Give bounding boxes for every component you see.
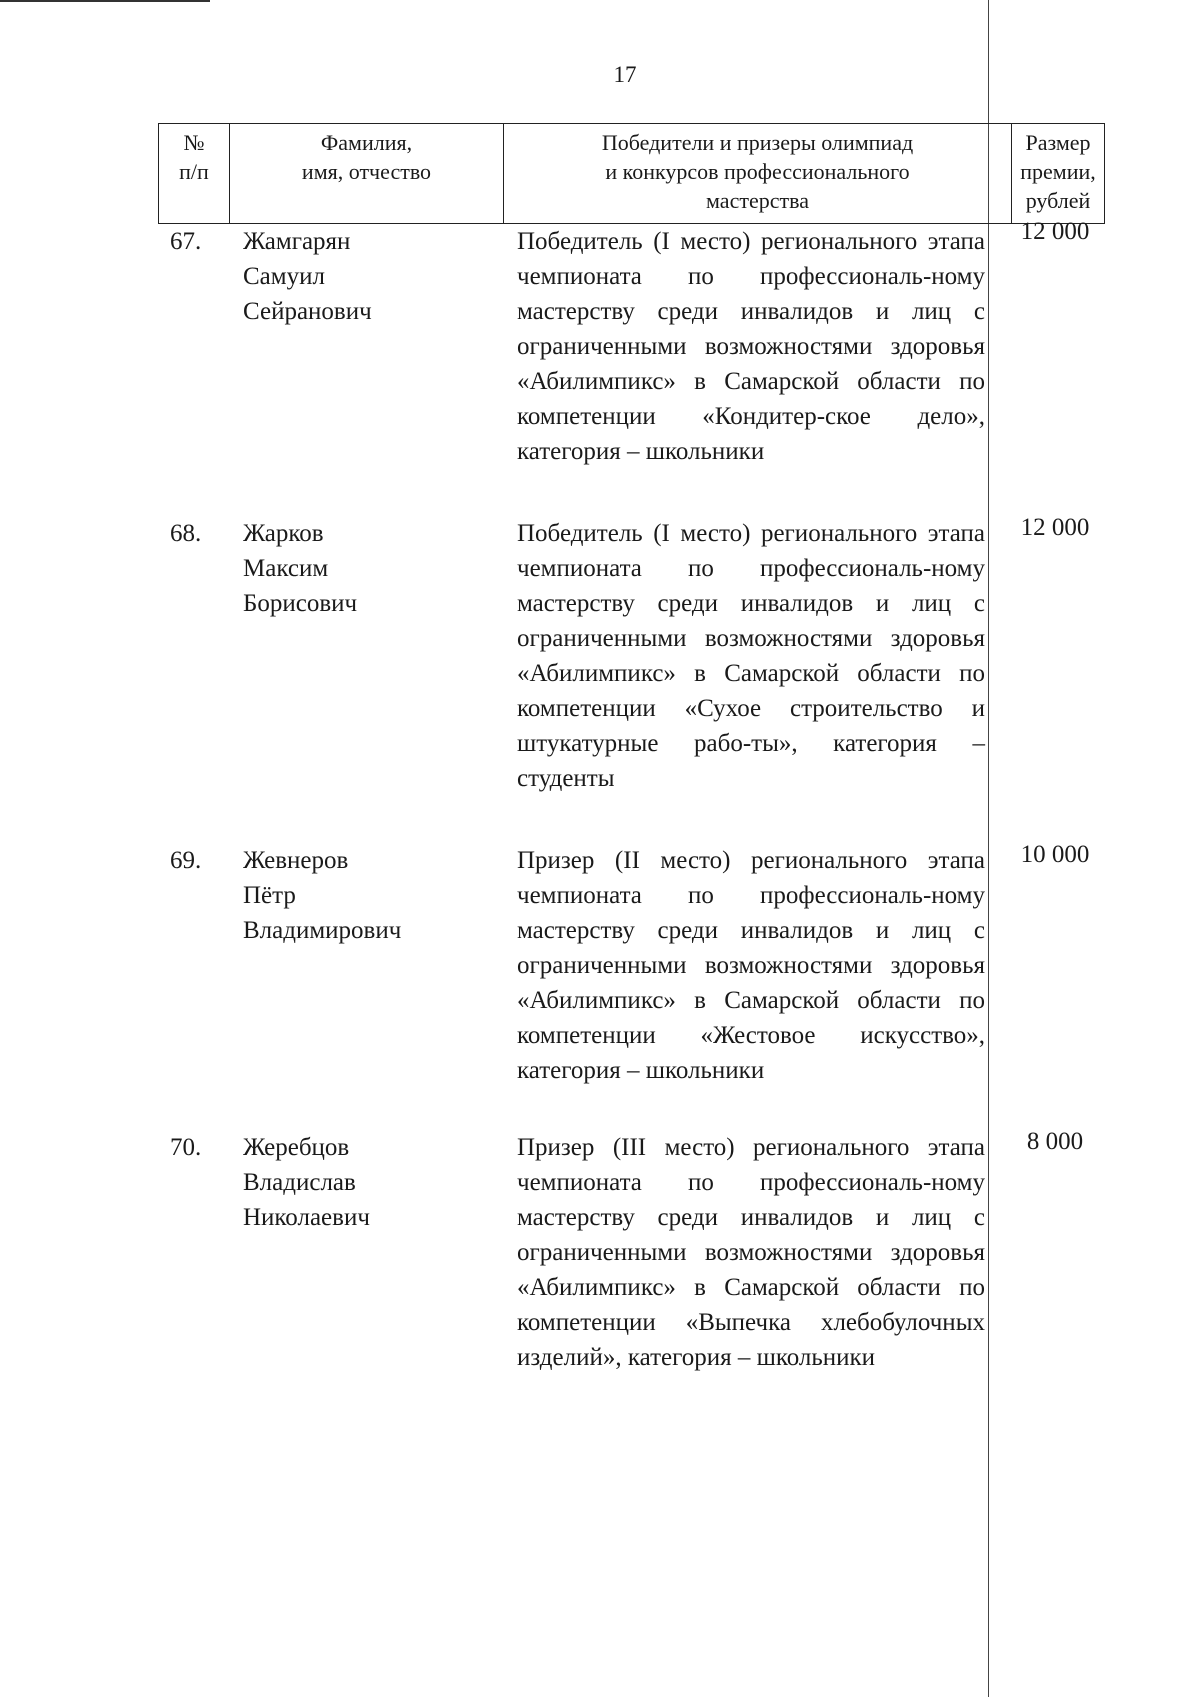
header-achievement-column [504, 124, 1012, 223]
row-number: 68. [170, 520, 202, 547]
first-name: Максим [243, 555, 329, 582]
surname: Жамгарян [243, 228, 351, 255]
row-number: 67. [170, 228, 202, 255]
table-header [158, 123, 1105, 224]
patronymic: Владимирович [243, 917, 402, 944]
surname: Жеребцов [243, 1134, 350, 1161]
header-achievement-line-3: мастерства [706, 188, 809, 213]
header-number-line-2: п/п [179, 159, 209, 184]
surname: Жевнеров [243, 847, 349, 874]
header-name-line-1: Фамилия, [320, 130, 413, 155]
row-description: Победитель (I место) регионального этапа чемпионата по профессиональ-ному мастерству среди инвалидов и лиц с ограниченными возможностями здоровья «Абилимпикс» в Самарской области по компетенции «Кондитер-ское дело», категория – школьники [517, 228, 985, 465]
first-name: Самуил [243, 263, 325, 290]
first-name: Владислав [243, 1169, 356, 1196]
scan-fold-line [988, 0, 989, 1697]
row-prize: 12 000 [1020, 218, 1090, 245]
header-name-line-2: имя, отчество [301, 159, 432, 184]
header-prize-line-3: рублей [1025, 188, 1091, 213]
header-prize-line-2: премии, [1020, 159, 1096, 184]
row-name [243, 516, 357, 621]
row-name [243, 224, 372, 329]
header-number-line-1: № [183, 130, 205, 155]
row-prize: 12 000 [1020, 514, 1090, 541]
header-name-column [230, 124, 504, 223]
header-achievement-line-1: Победители и призеры олимпиад [601, 130, 914, 155]
header-prize-column [1012, 124, 1104, 223]
surname: Жарков [243, 520, 324, 547]
row-name [243, 1130, 370, 1235]
row-description: Победитель (I место) регионального этапа чемпионата по профессиональ-ному мастерству среди инвалидов и лиц с ограниченными возможностями здоровья «Абилимпикс» в Самарской области по компетенции «Сухое строительство и штукатурные рабо-ты», категория – студенты [517, 520, 985, 792]
scan-edge-line [0, 0, 210, 2]
first-name: Пётр [243, 882, 296, 909]
row-prize: 8 000 [1026, 1128, 1084, 1155]
patronymic: Николаевич [243, 1204, 370, 1231]
patronymic: Сейранович [243, 298, 372, 325]
row-description: Призер (III место) регионального этапа чемпионата по профессиональ-ному мастерству среди инвалидов и лиц с ограниченными возможностями здоровья «Абилимпикс» в Самарской области по компетенции «Выпечка хлебобулочных изделий», категория – школьники [517, 1134, 985, 1371]
row-name [243, 843, 401, 948]
patronymic: Борисович [243, 590, 358, 617]
page-number: 17 [613, 62, 637, 87]
row-number: 70. [170, 1134, 202, 1161]
header-prize-line-1: Размер [1025, 130, 1091, 155]
row-number: 69. [170, 847, 202, 874]
header-achievement-line-2: и конкурсов профессионального [605, 159, 910, 184]
row-description: Призер (II место) регионального этапа чемпионата по профессиональ-ному мастерству среди инвалидов и лиц с ограниченными возможностями здоровья «Абилимпикс» в Самарской области по компетенции «Жестовое искусство», категория – школьники [517, 847, 985, 1084]
header-number-column [159, 124, 230, 223]
row-prize: 10 000 [1020, 841, 1090, 868]
